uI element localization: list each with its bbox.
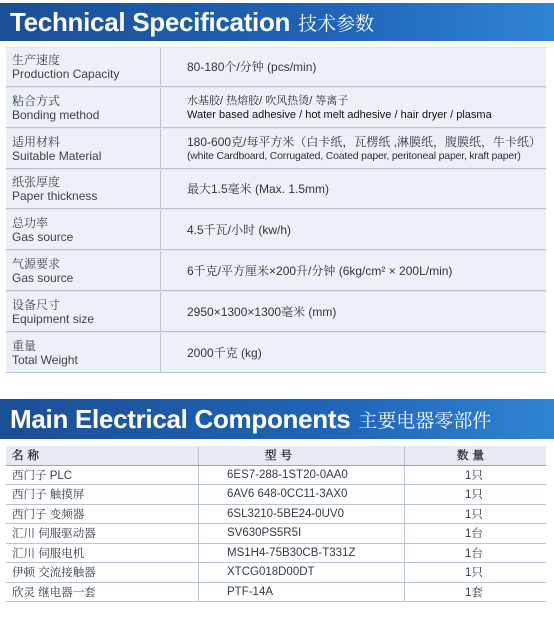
- electrical-title-en: Main Electrical Components: [10, 403, 351, 434]
- spec-label-zh: 适用材料: [12, 134, 61, 149]
- spec-label-zh: 纸张厚度: [12, 175, 61, 189]
- spec-value: [161, 135, 546, 163]
- spec-label-en: Paper thickness: [12, 189, 98, 203]
- spec-value-text: 80-180个/分钟 (pcs/min): [187, 60, 317, 74]
- spec-label-en: Gas source: [12, 270, 74, 285]
- electrical-title-zh: 主要电器零部件: [358, 409, 492, 432]
- cell-qty: 1只: [465, 508, 483, 521]
- spec-value-text-2: Water based adhesive / hot melt adhesive / hair dryer / plasma: [187, 108, 492, 121]
- spec-label: [6, 210, 161, 249]
- spec-value-text: 最大1.5毫米 (Max. 1.5mm): [187, 182, 330, 196]
- spec-banner: [0, 3, 554, 41]
- spec-value-text: 6千克/平方厘米×200升/分钟 (6kg/cm² × 200L/min): [187, 263, 453, 278]
- cell-qty: 1台: [465, 547, 483, 560]
- cell-model: SV630PS5R5I: [199, 524, 405, 543]
- spec-row: [6, 47, 546, 87]
- spec-label-zh: 生产速度: [12, 53, 61, 67]
- spec-label: [6, 129, 161, 168]
- spec-row: [6, 128, 546, 169]
- spec-value-text: 2950×1300×1300毫米 (mm): [187, 304, 337, 319]
- spec-label-en: Bonding method: [12, 107, 100, 122]
- table-row: [6, 544, 546, 564]
- spec-row: [6, 87, 546, 128]
- spec-label-en: Gas source: [12, 229, 74, 244]
- spec-title-zh: 技术参数: [298, 12, 375, 35]
- spec-label-en: Equipment size: [12, 311, 95, 326]
- spec-value-text-2: (white Cardboard, Corrugated, Coated paper, peritoneal paper, kraft paper): [187, 149, 521, 162]
- cell-model: MS1H4-75B30CB-T331Z: [199, 544, 405, 563]
- table-row: [6, 563, 546, 583]
- spec-value: [161, 264, 546, 278]
- cell-qty: 1台: [465, 528, 483, 541]
- cell-name: 汇川 伺服驱动器: [6, 524, 199, 543]
- cell-name: 西门子 变频器: [6, 505, 199, 524]
- spec-label-en: Suitable Material: [12, 148, 102, 163]
- spec-row: [6, 209, 546, 250]
- table-row: [6, 583, 546, 603]
- spec-label-zh: 总功率: [12, 215, 49, 230]
- spec-value: [161, 182, 546, 196]
- spec-label-en: Total Weight: [12, 352, 78, 367]
- cell-model: 6SL3210-5BE24-0UV0: [199, 505, 405, 524]
- spec-label-zh: 粘合方式: [12, 93, 61, 108]
- cell-qty: 1只: [465, 469, 483, 482]
- spec-title-en: Technical Specification: [10, 6, 291, 37]
- spec-table: [6, 47, 546, 373]
- spec-value: [161, 223, 546, 237]
- spec-label-zh: 重量: [12, 338, 37, 353]
- header-name: 名称: [6, 446, 199, 465]
- spec-label: [6, 292, 161, 331]
- electrical-banner: [0, 399, 554, 439]
- cell-model: 6AV6 648-0CC11-3AX0: [199, 485, 405, 504]
- spec-label: [6, 170, 161, 208]
- cell-name: 西门子 触摸屏: [6, 485, 199, 504]
- spec-value: [161, 346, 546, 360]
- spec-value-text: 180-600克/每平方米（白卡纸，瓦楞纸 ,淋膜纸，腹膜纸，牛卡纸）: [187, 134, 542, 149]
- spec-row: [6, 332, 546, 373]
- cell-model: 6ES7-288-1ST20-0AA0: [199, 466, 405, 485]
- spec-row: [6, 291, 546, 332]
- cell-model: XTCG018D00DT: [199, 563, 405, 582]
- spec-label: [6, 88, 161, 127]
- cell-qty: 1只: [465, 567, 483, 580]
- cell-qty: 1套: [465, 586, 483, 599]
- cell-name: 西门子 PLC: [6, 466, 199, 485]
- spec-row: [6, 250, 546, 291]
- electrical-table-header: [6, 446, 546, 466]
- spec-value: [161, 94, 546, 122]
- cell-model: PTF-14A: [199, 583, 405, 602]
- table-row: [6, 524, 546, 544]
- table-row: [6, 485, 546, 505]
- spec-label-zh: 气源要求: [12, 256, 61, 271]
- spec-label: [6, 251, 161, 290]
- header-model: 型号: [199, 446, 405, 465]
- spec-value-text: 2000千克 (kg): [187, 345, 262, 360]
- spec-label-en: Production Capacity: [12, 67, 120, 81]
- header-qty: 数量: [457, 450, 488, 463]
- table-row: [6, 466, 546, 486]
- table-row: [6, 505, 546, 525]
- cell-name: 汇川 伺服电机: [6, 544, 199, 563]
- electrical-table: [6, 446, 546, 602]
- spec-value-text: 4.5千瓦/小时 (kw/h): [187, 222, 292, 237]
- spec-row: [6, 169, 546, 209]
- cell-name: 伊顿 交流接触器: [6, 563, 199, 582]
- spec-value: [161, 305, 546, 319]
- spec-value: [161, 60, 546, 74]
- spec-value-text: 水基胶/ 热熔胶/ 吹风热烫/ 等离子: [187, 94, 349, 107]
- cell-qty: 1只: [465, 489, 483, 502]
- spec-label: [6, 333, 161, 372]
- cell-name: 欣灵 继电器一套: [6, 583, 199, 602]
- spec-label-zh: 设备尺寸: [12, 297, 61, 312]
- spec-label: [6, 48, 161, 86]
